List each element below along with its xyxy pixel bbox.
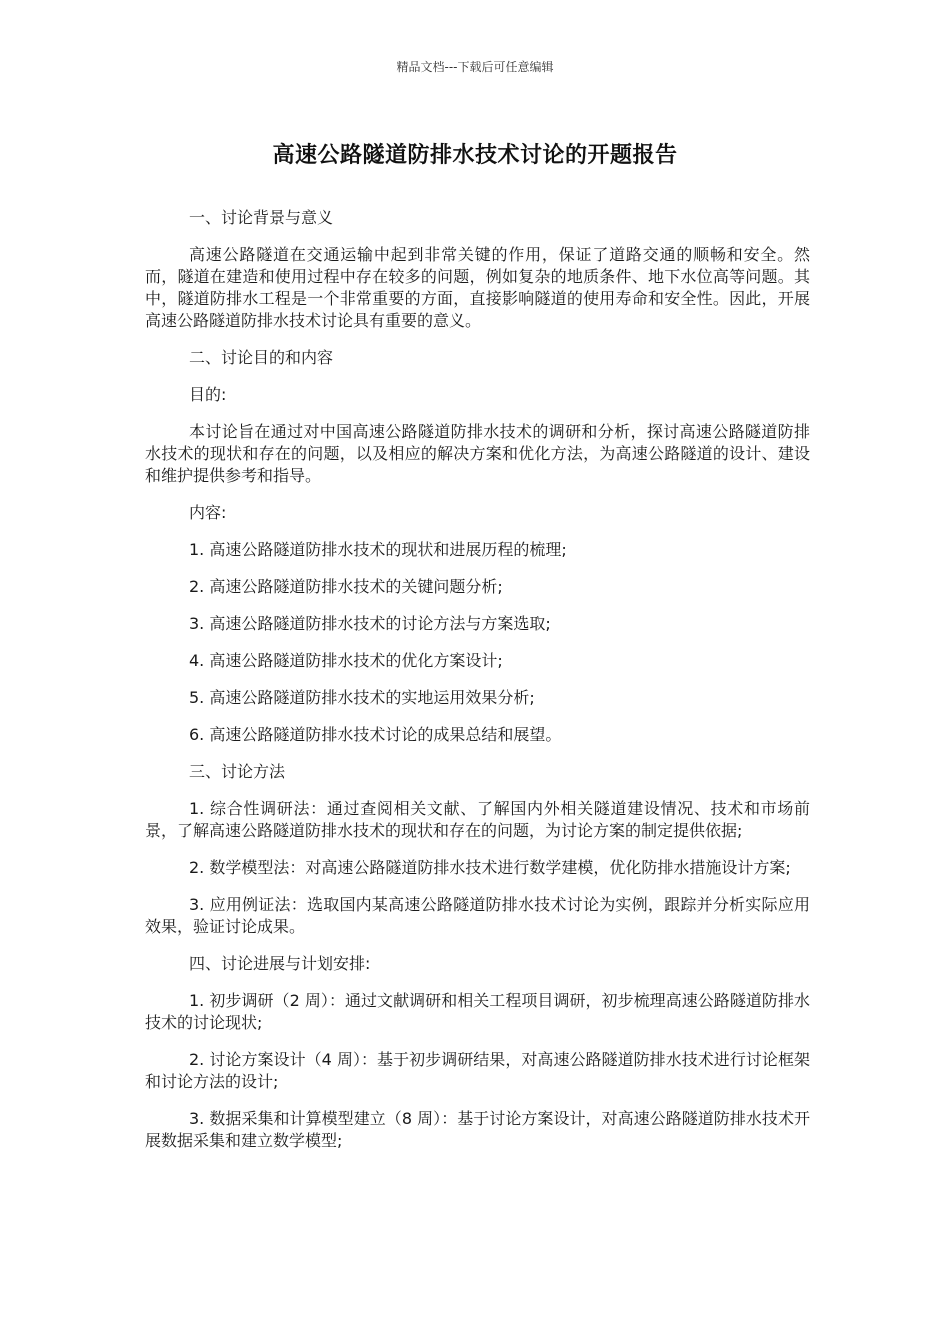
content-item-2: 2. 高速公路隧道防排水技术的关键问题分析; xyxy=(189,577,503,596)
method-item-1: 1. 综合性调研法：通过查阅相关文献、了解国内外相关隧道建设情况、技术和市场前景，了解高速公路隧道防排水技术的现状和存在的问题，为讨论方案的制定提供依据; xyxy=(145,799,810,840)
schedule-item-2: 2. 讨论方案设计（4 周）：基于初步调研结果，对高速公路隧道防排水技术进行讨论框架和讨论方法的设计; xyxy=(145,1050,810,1091)
document-title: 高速公路隧道防排水技术讨论的开题报告 xyxy=(272,143,678,168)
content-item-6: 6. 高速公路隧道防排水技术讨论的成果总结和展望。 xyxy=(189,725,562,744)
section-heading-schedule: 四、讨论进展与计划安排: xyxy=(189,954,371,973)
label-content: 内容: xyxy=(189,503,227,522)
section-heading-methods: 三、讨论方法 xyxy=(189,762,286,781)
document-body xyxy=(145,207,810,1167)
label-purpose: 目的: xyxy=(189,385,227,404)
content-item-5: 5. 高速公路隧道防排水技术的实地运用效果分析; xyxy=(189,688,535,707)
content-item-3: 3. 高速公路隧道防排水技术的讨论方法与方案选取; xyxy=(189,614,551,633)
section-heading-background: 一、讨论背景与意义 xyxy=(189,208,334,227)
content-item-1: 1. 高速公路隧道防排水技术的现状和进展历程的梳理; xyxy=(189,540,567,559)
section-heading-purpose-content: 二、讨论目的和内容 xyxy=(189,348,334,367)
header-note: 精品文档---下载后可任意编辑 xyxy=(396,60,554,74)
schedule-item-3: 3. 数据采集和计算模型建立（8 周）：基于讨论方案设计，对高速公路隧道防排水技术开展数据采集和建立数学模型; xyxy=(145,1109,810,1150)
method-item-2: 2. 数学模型法：对高速公路隧道防排水技术进行数学建模，优化防排水措施设计方案; xyxy=(189,858,791,877)
schedule-item-1: 1. 初步调研（2 周）：通过文献调研和相关工程项目调研，初步梳理高速公路隧道防排水技术的讨论现状; xyxy=(145,991,810,1032)
content-item-4: 4. 高速公路隧道防排水技术的优化方案设计; xyxy=(189,651,503,670)
paragraph-purpose: 本讨论旨在通过对中国高速公路隧道防排水技术的调研和分析，探讨高速公路隧道防排水技术的现状和存在的问题，以及相应的解决方案和优化方法，为高速公路隧道的设计、建设和维护提供参考和指导。 xyxy=(145,422,810,485)
paragraph-background: 高速公路隧道在交通运输中起到非常关键的作用，保证了道路交通的顺畅和安全。然而，隧道在建造和使用过程中存在较多的问题，例如复杂的地质条件、地下水位高等问题。其中，隧道防排水工程是一个非常重要的方面，直接影响隧道的使用寿命和安全性。因此，开展高速公路隧道防排水技术讨论具有重要的意义。 xyxy=(145,245,810,330)
method-item-3: 3. 应用例证法：选取国内某高速公路隧道防排水技术讨论为实例，跟踪并分析实际应用效果，验证讨论成果。 xyxy=(145,895,810,936)
